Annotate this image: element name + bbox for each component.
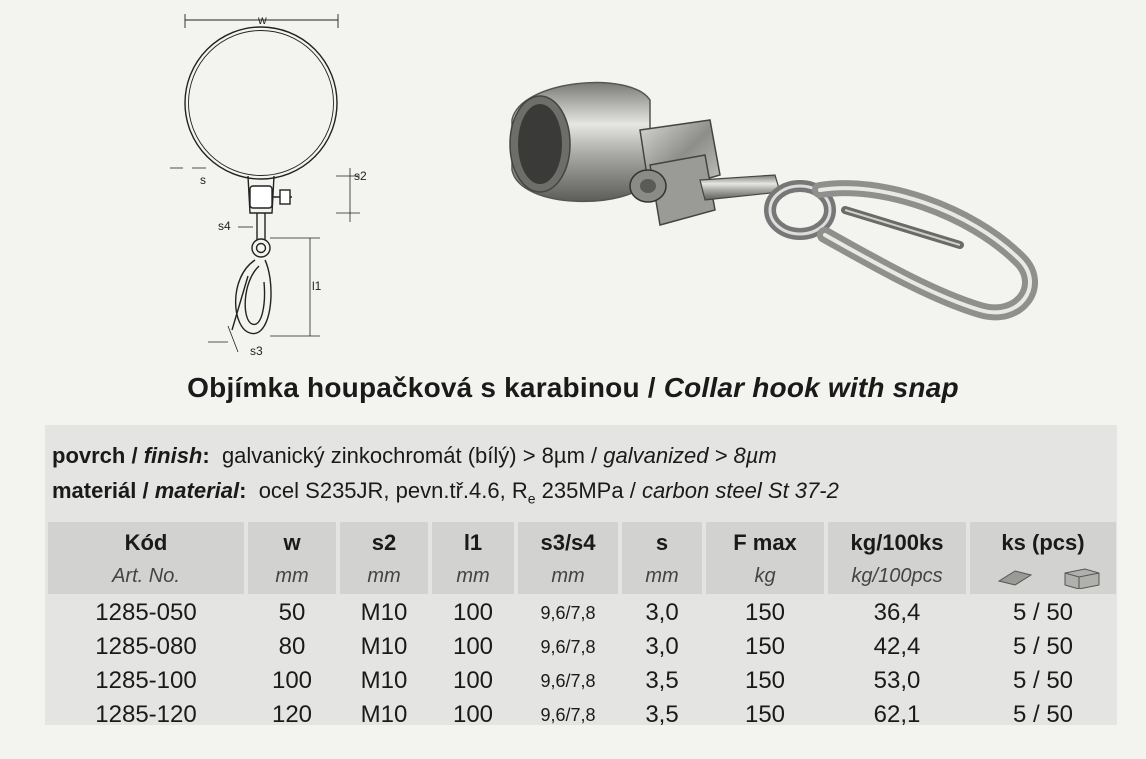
- column-header: Kód: [124, 530, 168, 555]
- table-cell: 150: [744, 599, 786, 626]
- material-line: materiál / material: ocel S235JR, pevn.tř.4.6, $R_e$ 235MPa / carbon steel St 37-2: [52, 478, 839, 507]
- table-cell: 3,5: [645, 667, 679, 694]
- column-unit: mm: [367, 565, 401, 587]
- table-cell: 1285-080: [95, 633, 197, 660]
- dim-s-label: s: [200, 173, 206, 187]
- material-value-en: carbon steel St 37-2: [641, 478, 839, 503]
- table-cell: 9,6/7,8: [540, 671, 596, 691]
- column-header: F max: [733, 530, 797, 555]
- column-header: s3/s4: [540, 530, 596, 555]
- table-row: [45, 596, 1117, 630]
- package-icons: [995, 565, 1105, 589]
- dim-l1-label: l1: [312, 279, 322, 293]
- column-unit: kg: [754, 565, 776, 587]
- table-cell: 100: [452, 599, 494, 626]
- column-header: l1: [463, 530, 483, 555]
- table-row: [45, 698, 1117, 732]
- dim-w-label: w: [258, 13, 267, 27]
- column-unit: kg/100pcs: [851, 565, 943, 587]
- table-cell: M10: [360, 599, 408, 626]
- title-czech: Objímka houpačková s karabinou: [187, 372, 640, 403]
- table-row: [45, 630, 1117, 664]
- title-english: Collar hook with snap: [663, 372, 959, 403]
- dim-s3-label: s3: [250, 344, 263, 358]
- table-cell: 150: [744, 701, 786, 728]
- table-cell: 1285-050: [95, 599, 197, 626]
- table-cell: 3,0: [645, 599, 679, 626]
- table-cell: 100: [452, 633, 494, 660]
- column-header: w: [283, 530, 301, 555]
- column-header: s2: [371, 530, 397, 555]
- table-cell: 5 / 50: [1012, 701, 1074, 728]
- column-header: ks (pcs): [1001, 530, 1085, 555]
- column-unit: mm: [275, 565, 309, 587]
- column-header: s: [655, 530, 669, 555]
- table-cell: 9,6/7,8: [540, 705, 596, 725]
- table-cell: 1285-100: [95, 667, 197, 694]
- table-cell: 53,0: [873, 667, 921, 694]
- dim-s4-label: s4: [218, 219, 231, 233]
- product-title: [0, 372, 1146, 404]
- table-cell: 150: [744, 633, 786, 660]
- table-cell: 5 / 50: [1012, 599, 1074, 626]
- finish-line: povrch / finish: galvanický zinkochromát (bílý) > 8µm / galvanized > 8µm: [52, 443, 777, 468]
- table-cell: 3,0: [645, 633, 679, 660]
- table-cell: 36,4: [873, 599, 921, 626]
- table-cell: 3,5: [645, 701, 679, 728]
- product-photo: [500, 60, 1060, 350]
- material-label-en: material: [154, 478, 240, 503]
- finish-value-cz: galvanický zinkochromát (bílý) > 8µm: [221, 443, 585, 468]
- title-separator: /: [647, 372, 656, 403]
- table-cell: M10: [360, 701, 408, 728]
- table-cell: M10: [360, 667, 408, 694]
- table-cell: 100: [452, 667, 494, 694]
- material-value-sub: e: [527, 490, 536, 507]
- column-unit: mm: [456, 565, 490, 587]
- table-cell: 62,1: [873, 701, 921, 728]
- material-value-cz: ocel S235JR, pevn.tř.4.6, R: [258, 478, 528, 503]
- table-cell: 100: [452, 701, 494, 728]
- column-unit: mm: [645, 565, 679, 587]
- finish-label-en: finish: [143, 443, 203, 468]
- table-cell: 9,6/7,8: [540, 637, 596, 657]
- table-row: [45, 664, 1117, 698]
- column-unit: Art. No.: [112, 565, 180, 587]
- table-cell: 100: [271, 667, 313, 694]
- material-value-cz2: 235MPa: [541, 478, 624, 503]
- column-unit: mm: [551, 565, 585, 587]
- table-cell: 9,6/7,8: [540, 603, 596, 623]
- technical-drawing: [170, 8, 400, 358]
- material-label-cz: materiál: [52, 478, 137, 503]
- table-cell: 120: [271, 701, 313, 728]
- table-cell: 150: [744, 667, 786, 694]
- table-cell: 5 / 50: [1012, 633, 1074, 660]
- table-cell: 1285-120: [95, 701, 197, 728]
- dim-s2-label: s2: [354, 169, 367, 183]
- finish-value-en: galvanized > 8µm: [603, 443, 777, 468]
- column-header: kg/100ks: [850, 530, 944, 555]
- table-cell: 42,4: [873, 633, 921, 660]
- table-cell: 80: [278, 633, 306, 660]
- table-cell: 5 / 50: [1012, 667, 1074, 694]
- table-cell: M10: [360, 633, 408, 660]
- finish-label-cz: povrch: [52, 443, 126, 468]
- table-cell: 50: [278, 599, 306, 626]
